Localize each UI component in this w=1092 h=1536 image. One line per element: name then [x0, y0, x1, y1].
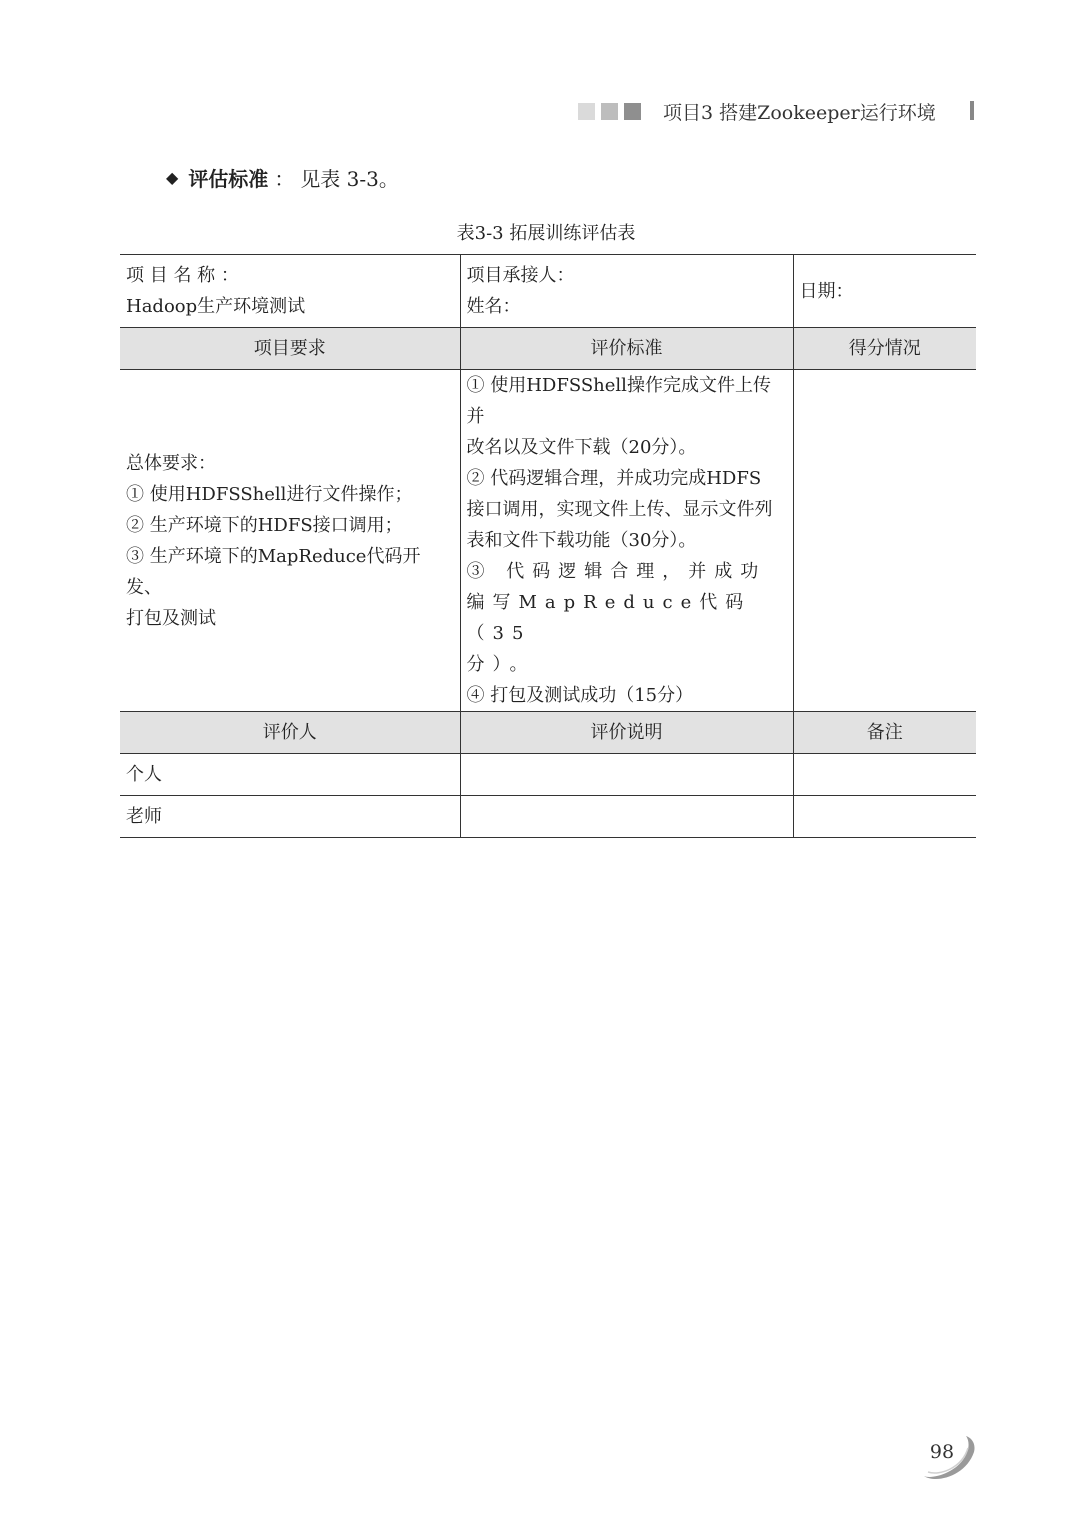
criteria-line: ③ 代码逻辑合理，并成功 — [466, 561, 767, 582]
remarks-cell — [793, 796, 976, 838]
criteria-line: 改名以及文件下载（20分）。 — [466, 437, 697, 458]
table-header-row-2 — [120, 712, 976, 754]
evaluation-notes-cell — [460, 796, 793, 838]
bullet-text: 见表 3-3。 — [300, 167, 399, 191]
table-row-requirements — [120, 370, 976, 712]
header-square-light — [578, 103, 595, 120]
criteria-line: 接口调用，实现文件上传、显示文件列 — [466, 499, 773, 520]
name-label: 姓名： — [466, 296, 521, 317]
assessment-bullet — [166, 163, 399, 192]
header-requirements: 项目要求 — [120, 328, 460, 370]
table-row-info — [120, 255, 976, 328]
project-name-cell — [120, 255, 460, 328]
date-cell: 日期： — [793, 255, 976, 328]
evaluation-table — [120, 254, 976, 838]
header-bar — [970, 101, 974, 120]
bullet-colon: ： — [274, 167, 295, 191]
remarks-cell — [793, 754, 976, 796]
requirement-item: ③ 生产环境下的MapReduce代码开发、 — [126, 545, 421, 598]
evaluator-cell: 个人 — [120, 754, 460, 796]
header-evaluation-notes: 评价说明 — [460, 712, 793, 754]
header-evaluator: 评价人 — [120, 712, 460, 754]
criteria-cell — [460, 370, 793, 712]
criteria-line: ① 使用HDFSShell操作完成文件上传并 — [466, 375, 771, 427]
diamond-bullet-icon: ◆ — [166, 168, 179, 187]
undertaker-cell — [460, 255, 793, 328]
project-name-value: Hadoop生产环境测试 — [126, 296, 306, 317]
bullet-label: 评估标准 — [188, 167, 269, 191]
page-number: 98 — [929, 1441, 955, 1463]
table-row — [120, 796, 976, 838]
requirement-item: ① 使用HDFSShell进行文件操作； — [126, 483, 413, 505]
evaluator-cell: 老师 — [120, 796, 460, 838]
header-remarks: 备注 — [793, 712, 976, 754]
criteria-line: 编写MapReduce代码（35 — [466, 592, 752, 644]
requirement-item: 打包及测试 — [126, 607, 216, 629]
project-name-label: 项 目 名 称 ： — [126, 265, 239, 286]
score-cell — [793, 370, 976, 712]
header-criteria: 评价标准 — [460, 328, 793, 370]
header-square-medium — [601, 103, 618, 120]
undertaker-label: 项目承接人： — [466, 265, 575, 286]
criteria-line: ② 代码逻辑合理，并成功完成HDFS — [466, 468, 762, 489]
criteria-line: ④ 打包及测试成功（15分） — [466, 685, 694, 706]
requirement-item: ② 生产环境下的HDFS接口调用； — [126, 514, 403, 536]
table-header-row — [120, 328, 976, 370]
requirements-cell — [120, 370, 460, 712]
header-square-dark — [624, 103, 641, 120]
criteria-line: 分）。 — [466, 654, 536, 675]
table-row — [120, 754, 976, 796]
header-score: 得分情况 — [793, 328, 976, 370]
criteria-line: 表和文件下载功能（30分）。 — [466, 530, 697, 551]
header-title: 项目3 搭建Zookeeper运行环境 — [663, 101, 936, 124]
evaluation-notes-cell — [460, 754, 793, 796]
requirements-title: 总体要求： — [126, 452, 216, 474]
table-caption: 表3-3 拓展训练评估表 — [456, 223, 636, 244]
running-header — [578, 96, 980, 126]
